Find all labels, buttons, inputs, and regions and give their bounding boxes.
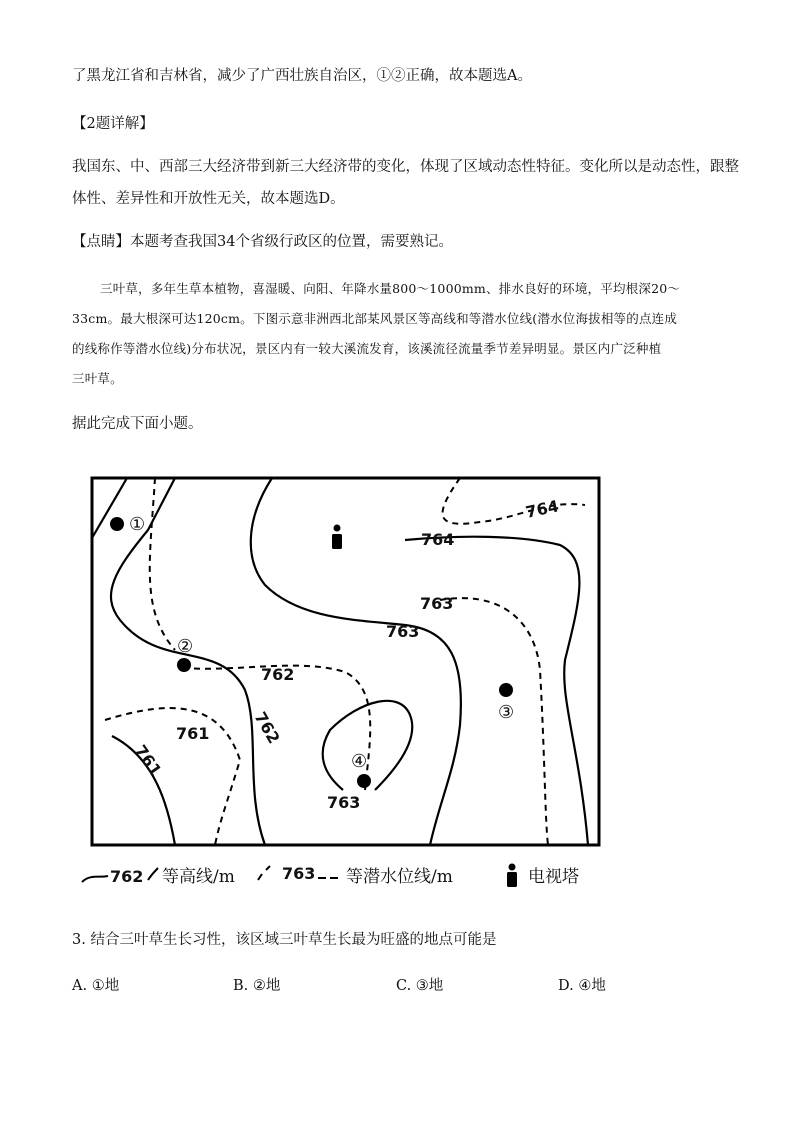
option-c[interactable]: C. ③地 — [396, 978, 444, 994]
legend-contour-value: 762 — [110, 867, 144, 886]
passage-line: 的线称作等潜水位线)分布状况，景区内有一较大溪流发育，该溪流径流量季节差异明显。景区内广泛种植 — [72, 341, 662, 356]
section-heading: 【2题详解】 — [72, 116, 154, 132]
option-a[interactable]: A. ①地 — [72, 978, 120, 994]
legend-contour-text: 等高线/m — [162, 867, 235, 887]
point-label-4: ④ — [351, 751, 368, 771]
point-4-marker — [357, 774, 371, 788]
point-label-2: ② — [177, 636, 194, 656]
option-d[interactable]: D. ④地 — [558, 978, 606, 994]
passage-line: 三叶草，多年生草本植物，喜湿暖、向阳、年降水量800～1000mm、排水良好的环境，平均根深20～ — [100, 281, 681, 296]
contour-label: 763 — [327, 793, 361, 812]
point-1-marker — [110, 517, 124, 531]
contour-label: 763 — [386, 622, 420, 641]
contour-map — [72, 468, 612, 898]
passage-line: 三叶草。 — [72, 371, 123, 386]
legend-water-value: 763 — [282, 864, 316, 883]
instruction-line: 据此完成下面小题。 — [72, 416, 203, 432]
contour-label: 762 — [250, 708, 284, 747]
option-b[interactable]: B. ②地 — [233, 978, 281, 994]
contour-label: 763 — [420, 594, 454, 613]
contour-label: 761 — [176, 724, 210, 743]
passage-line: 33cm。最大根深可达120cm。下图示意非洲西北部某风景区等高线和等潜水位线(潜水位海拔相等的点连成 — [72, 311, 678, 326]
point-3-marker — [499, 683, 513, 697]
legend-water-text: 等潜水位线/m — [346, 867, 453, 887]
map-legend — [82, 864, 579, 888]
tv-tower-icon — [507, 864, 517, 888]
legend-tower-text: 电视塔 — [528, 867, 579, 887]
contour-label: 761 — [130, 741, 166, 780]
contour-label: 762 — [261, 665, 295, 684]
contour-label: 764 — [421, 530, 455, 549]
answer-options — [72, 974, 692, 996]
text-line: 体性、差异性和开放性无关，故本题选D。 — [72, 191, 345, 207]
point-2-marker — [177, 658, 191, 672]
text-line: 我国东、中、西部三大经济带到新三大经济带的变化，体现了区域动态性特征。变化所以是动态性，跟整 — [72, 159, 739, 175]
point-label-1: ① — [129, 514, 146, 534]
question-stem: 3. 结合三叶草生长习性，该区域三叶草生长最为旺盛的地点可能是 — [72, 932, 497, 948]
tv-tower-icon — [332, 525, 342, 550]
point-label-3: ③ — [498, 702, 515, 722]
text-line: 了黑龙江省和吉林省，减少了广西壮族自治区，①②正确，故本题选A。 — [72, 68, 532, 84]
contour-label: 764 — [523, 496, 561, 522]
tip-line: 【点睛】本题考查我国34个省级行政区的位置，需要熟记。 — [72, 234, 453, 250]
